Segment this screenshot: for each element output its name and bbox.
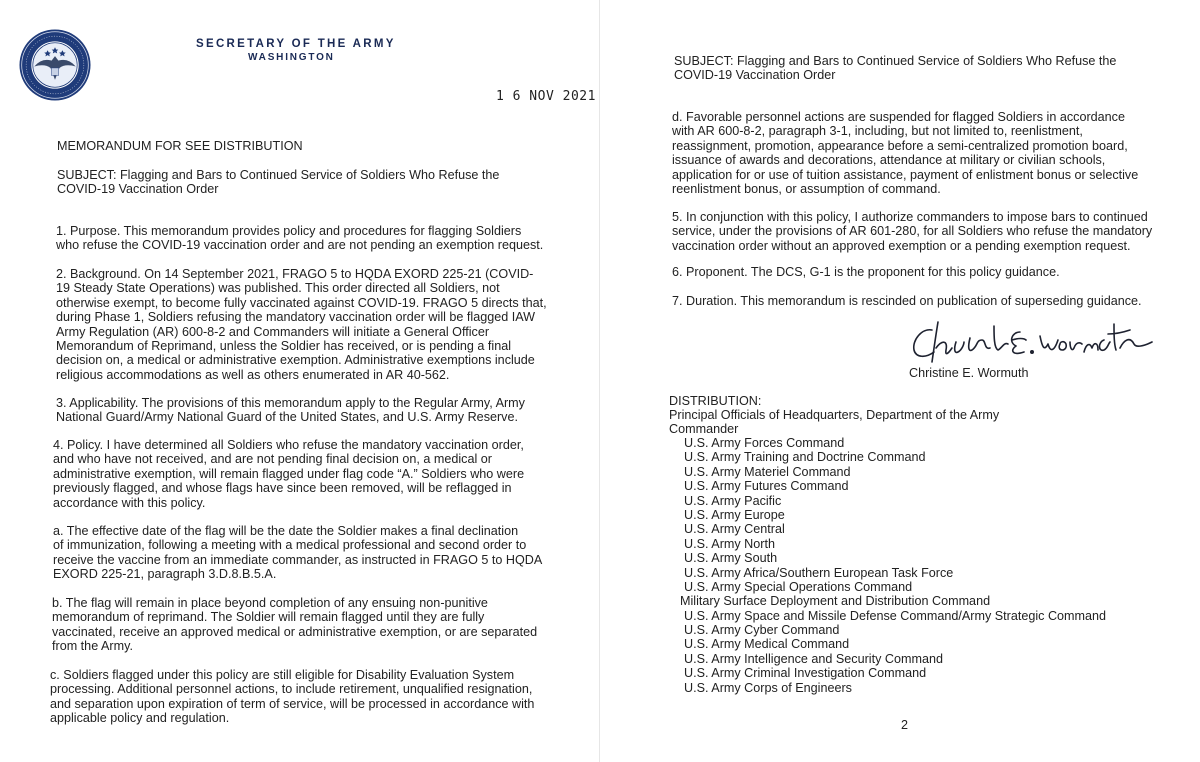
paragraph-policy-b: b. The flag will remain in place beyond completion of any ensuing non-punitive memorandum of reprimand. The Soldier will remain flagged until they are fully vaccinated, receive an approved medical or administrative exemption, or are separated from the Army. bbox=[52, 596, 538, 654]
distribution-item: U.S. Army Forces Command bbox=[684, 436, 845, 450]
distribution-item: U.S. Army Corps of Engineers bbox=[684, 680, 852, 695]
letterhead-subtitle: WASHINGTON bbox=[248, 52, 335, 63]
department-of-defense-seal-icon bbox=[18, 28, 92, 102]
paragraph-applicability: 3. Applicability. The provisions of this memorandum apply to the Regular Army, Army National Guard/Army National Guard of the United States, and U.S. Army Reserve. bbox=[56, 396, 525, 425]
distribution-commander-label: Commander bbox=[669, 422, 739, 436]
distribution-item: U.S. Army Space and Missile Defense Command/Army Strategic Command bbox=[684, 608, 1107, 623]
letterhead-title: SECRETARY OF THE ARMY bbox=[196, 38, 396, 50]
paragraph-policy-d: d. Favorable personnel actions are suspended for flagged Soldiers in accordance with AR 600-8-2, paragraph 3-1, including, but not limited to, reenlistment, reassignment, promotion, appearance before a semi-centralized promotion board, issuance of awards and decorations, attendance at military or civilian schools, application for or use of tuition assistance, payment of enlistment bonus or selective reenlistment bonus, or assumption of command. bbox=[672, 110, 1139, 197]
distribution-item: U.S. Army Training and Doctrine Command bbox=[684, 450, 926, 465]
subject-line-page-2: SUBJECT: Flagging and Bars to Continued Service of Soldiers Who Refuse the COVID-19 Vaccination Order bbox=[674, 54, 1117, 83]
distribution-item: U.S. Army Africa/Southern European Task Force bbox=[684, 565, 954, 580]
distribution-item: U.S. Army Cyber Command bbox=[684, 623, 840, 638]
subject-line: SUBJECT: Flagging and Bars to Continued Service of Soldiers Who Refuse the COVID-19 Vaccination Order bbox=[57, 168, 500, 197]
distribution-item: Military Surface Deployment and Distribution Command bbox=[680, 594, 991, 609]
paragraph-policy: 4. Policy. I have determined all Soldiers who refuse the mandatory vaccination order, and who have not received, and are not pending final decision on, a medical or administrative exemption, will remain flagged under flag code “A.” Soldiers who were previously flagged, and whose flags have since been removed, will be reflagged in accordance with this policy. bbox=[53, 438, 525, 510]
signer-name: Christine E. Wormuth bbox=[909, 366, 1029, 380]
distribution-principal: Principal Officials of Headquarters, Department of the Army bbox=[669, 408, 1000, 422]
distribution-item: U.S. Army South bbox=[684, 551, 778, 566]
handwritten-signature-icon bbox=[908, 318, 1154, 368]
memorandum-for-line: MEMORANDUM FOR SEE DISTRIBUTION bbox=[57, 139, 303, 153]
memo-date: 1 6 NOV 2021 bbox=[496, 89, 596, 104]
paragraph-proponent: 6. Proponent. The DCS, G-1 is the proponent for this policy guidance. bbox=[672, 265, 1060, 279]
paragraph-purpose: 1. Purpose. This memorandum provides policy and procedures for flagging Soldiers who refuse the COVID-19 vaccination order and are not pending an exemption request. bbox=[56, 224, 544, 253]
distribution-item: U.S. Army Pacific bbox=[684, 493, 782, 508]
distribution-item: U.S. Army Criminal Investigation Command bbox=[684, 666, 927, 681]
distribution-item: U.S. Army Medical Command bbox=[684, 637, 850, 652]
paragraph-bars: 5. In conjunction with this policy, I authorize commanders to impose bars to continued service, under the provisions of AR 601-280, for all Soldiers who refuse the mandatory vaccination order without an approved exemption or a pending exemption request. bbox=[672, 210, 1153, 253]
distribution-list bbox=[680, 436, 1107, 695]
distribution-item: U.S. Army Central bbox=[684, 522, 785, 537]
paragraph-policy-c: c. Soldiers flagged under this policy are still eligible for Disability Evaluation System processing. Additional personnel actions, to include retirement, unqualified resignation, and separation upon expiration of term of service, will be processed in accordance with applicable policy and regulation. bbox=[50, 668, 535, 726]
paragraph-duration: 7. Duration. This memorandum is rescinded on publication of superseding guidance. bbox=[672, 294, 1142, 308]
distribution-item: U.S. Army Intelligence and Security Command bbox=[684, 651, 943, 666]
paragraph-background: 2. Background. On 14 September 2021, FRAGO 5 to HQDA EXORD 225-21 (COVID- 19 Steady State Operations) was published. This order directed all Soldiers, not otherwise exempt, to become fully vaccinated against COVID-19. FRAGO 5 directs that, during Phase 1, Soldiers refusing the mandatory vaccination order will be flagged IAW Army Regulation (AR) 600-8-2 and Commanders will initiate a General Officer Memorandum of Reprimand, unless the Soldier has received, or is pending a final decision on, a medical or administrative exemption. Administrative exemptions include religious accommodations as well as others enumerated in AR 40-562. bbox=[56, 267, 547, 382]
page-number: 2 bbox=[901, 718, 909, 732]
distribution-heading: DISTRIBUTION: bbox=[669, 394, 762, 408]
distribution-item: U.S. Army Materiel Command bbox=[684, 464, 851, 479]
distribution-item: U.S. Army Special Operations Command bbox=[684, 579, 913, 594]
distribution-item: U.S. Army North bbox=[684, 536, 775, 551]
paragraph-policy-a: a. The effective date of the flag will be the date the Soldier makes a final declination of immunization, following a meeting with a medical professional and second order to receive the vaccine from an immediate commander, as instructed in FRAGO 5 to HQDA EXORD 225-21, paragraph 3.D.8.B.5.A. bbox=[53, 524, 543, 582]
distribution-item: U.S. Army Futures Command bbox=[684, 479, 849, 494]
distribution-item: U.S. Army Europe bbox=[684, 507, 785, 522]
